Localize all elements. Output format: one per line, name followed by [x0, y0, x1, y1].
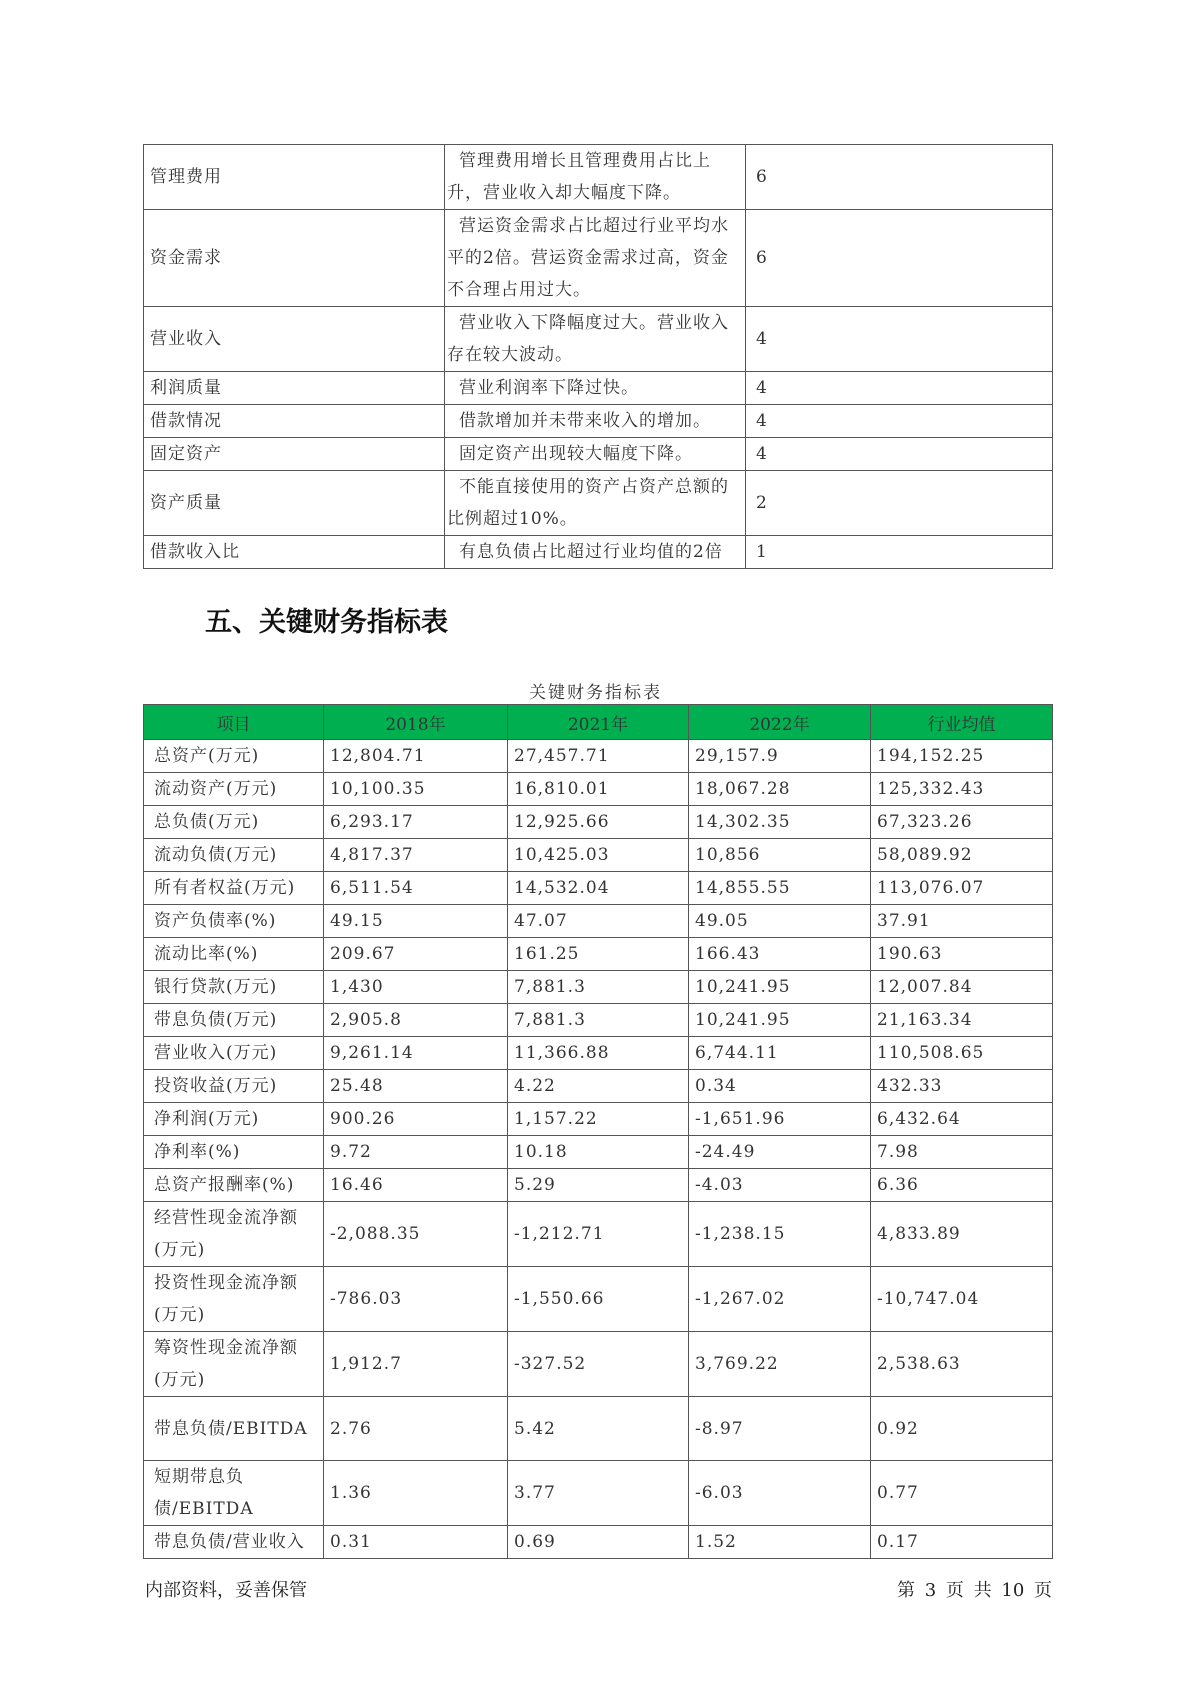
table-row — [144, 839, 1053, 872]
indicator-value: 2,905.8 — [324, 1004, 508, 1037]
indicator-value: 7,881.3 — [508, 971, 689, 1004]
risk-description — [445, 471, 746, 536]
indicator-value: 113,076.07 — [871, 872, 1053, 905]
indicator-value: 1.36 — [324, 1461, 508, 1526]
indicator-value: 2.76 — [324, 1397, 508, 1461]
indicator-value: 4,817.37 — [324, 839, 508, 872]
indicator-name: 银行贷款(万元) — [144, 971, 324, 1004]
indicator-name: 投资性现金流净额(万元) — [144, 1267, 324, 1332]
risk-description-text: 的比例超过10%。 — [447, 477, 729, 529]
risk-description-text: 入存在较大波动。 — [447, 313, 729, 365]
risk-score: 2 — [746, 471, 1053, 536]
indicator-value: 0.17 — [871, 1526, 1053, 1559]
indicator-value: 10.18 — [508, 1136, 689, 1169]
indicator-value: -1,651.96 — [689, 1103, 871, 1136]
table-row — [144, 1332, 1053, 1397]
indicator-value: 14,302.35 — [689, 806, 871, 839]
risk-description — [445, 536, 746, 569]
table-row — [144, 1136, 1053, 1169]
risk-score: 1 — [746, 536, 1053, 569]
risk-description-text: 升，营业收入却大幅度下降。 — [447, 183, 681, 203]
indicator-value: 0.69 — [508, 1526, 689, 1559]
indicator-name: 流动资产(万元) — [144, 773, 324, 806]
risk-item: 资金需求 — [144, 210, 445, 307]
table-row — [144, 1103, 1053, 1136]
indicator-name: 总负债(万元) — [144, 806, 324, 839]
indicator-name: 净利率(%) — [144, 1136, 324, 1169]
risk-description-text: 营业收入下降幅度过大。营业收 — [459, 313, 711, 333]
risk-item: 资产质量 — [144, 471, 445, 536]
risk-item: 固定资产 — [144, 438, 445, 471]
indicator-value: -10,747.04 — [871, 1267, 1053, 1332]
column-header: 2022年 — [689, 705, 871, 740]
risk-description-text: 不能直接使用的资产占资产总额 — [459, 477, 711, 497]
indicator-value: -1,267.02 — [689, 1267, 871, 1332]
indicator-value: 1,912.7 — [324, 1332, 508, 1397]
indicator-value: 5.42 — [508, 1397, 689, 1461]
indicator-name: 短期带息负债/EBITDA — [144, 1461, 324, 1526]
indicator-value: 166.43 — [689, 938, 871, 971]
table-row — [144, 971, 1053, 1004]
risk-description-text: 借款增加并未带来收入的增加。 — [459, 411, 711, 431]
table-row — [144, 1202, 1053, 1267]
risk-description — [445, 145, 746, 210]
indicator-value: 11,366.88 — [508, 1037, 689, 1070]
indicator-name: 流动负债(万元) — [144, 839, 324, 872]
indicator-value: 6,293.17 — [324, 806, 508, 839]
risk-score: 6 — [746, 210, 1053, 307]
table-row — [144, 806, 1053, 839]
indicator-value: 209.67 — [324, 938, 508, 971]
risk-indicator-table — [143, 144, 1053, 569]
indicator-value: -1,238.15 — [689, 1202, 871, 1267]
indicator-value: 18,067.28 — [689, 773, 871, 806]
indicator-value: -786.03 — [324, 1267, 508, 1332]
risk-description-text: 营业利润率下降过快。 — [459, 378, 639, 398]
indicator-value: 16,810.01 — [508, 773, 689, 806]
indicator-value: -4.03 — [689, 1169, 871, 1202]
risk-score: 4 — [746, 307, 1053, 372]
table-row — [144, 145, 1053, 210]
indicator-name: 经营性现金流净额(万元) — [144, 1202, 324, 1267]
table-row — [144, 1397, 1053, 1461]
indicator-name: 带息负债/EBITDA — [144, 1397, 324, 1461]
table-row — [144, 1267, 1053, 1332]
indicator-value: 10,425.03 — [508, 839, 689, 872]
table-row — [144, 536, 1053, 569]
table-caption: 关键财务指标表 — [529, 683, 662, 703]
table-row — [144, 905, 1053, 938]
indicator-value: -6.03 — [689, 1461, 871, 1526]
table-row — [144, 210, 1053, 307]
indicator-value: 3,769.22 — [689, 1332, 871, 1397]
indicator-value: 125,332.43 — [871, 773, 1053, 806]
indicator-value: 194,152.25 — [871, 740, 1053, 773]
indicator-value: 9.72 — [324, 1136, 508, 1169]
indicator-name: 投资收益(万元) — [144, 1070, 324, 1103]
table-row — [144, 438, 1053, 471]
risk-description — [445, 210, 746, 307]
indicator-value: 7.98 — [871, 1136, 1053, 1169]
indicator-value: 14,855.55 — [689, 872, 871, 905]
indicator-value: 49.05 — [689, 905, 871, 938]
table-row — [144, 773, 1053, 806]
table-header-row — [144, 705, 1053, 740]
indicator-value: 0.92 — [871, 1397, 1053, 1461]
indicator-value: 4.22 — [508, 1070, 689, 1103]
footer-confidential-note: 内部资料，妥善保管 — [145, 1580, 307, 1601]
indicator-value: 27,457.71 — [508, 740, 689, 773]
indicator-name: 总资产(万元) — [144, 740, 324, 773]
key-financial-indicators-table — [143, 704, 1053, 1559]
table-row — [144, 1004, 1053, 1037]
indicator-value: 9,261.14 — [324, 1037, 508, 1070]
indicator-value: -8.97 — [689, 1397, 871, 1461]
indicator-value: 0.34 — [689, 1070, 871, 1103]
indicator-value: 29,157.9 — [689, 740, 871, 773]
table-row — [144, 1461, 1053, 1526]
indicator-name: 筹资性现金流净额(万元) — [144, 1332, 324, 1397]
indicator-value: 67,323.26 — [871, 806, 1053, 839]
indicator-value: 49.15 — [324, 905, 508, 938]
indicator-value: -24.49 — [689, 1136, 871, 1169]
indicator-value: 1,157.22 — [508, 1103, 689, 1136]
indicator-value: 900.26 — [324, 1103, 508, 1136]
risk-item: 借款情况 — [144, 405, 445, 438]
table-row — [144, 405, 1053, 438]
indicator-value: 12,925.66 — [508, 806, 689, 839]
indicator-value: 10,100.35 — [324, 773, 508, 806]
footer-page-number: 第 3 页 共 10 页 — [897, 1580, 1052, 1601]
table-row — [144, 471, 1053, 536]
indicator-value: 0.31 — [324, 1526, 508, 1559]
risk-score: 4 — [746, 438, 1053, 471]
indicator-name: 带息负债(万元) — [144, 1004, 324, 1037]
section-heading: 五、关键财务指标表 — [205, 607, 448, 638]
indicator-name: 带息负债/营业收入 — [144, 1526, 324, 1559]
risk-description-text: 有息负债占比超过行业均值的2倍 — [459, 542, 723, 562]
column-header: 2018年 — [324, 705, 508, 740]
table-row — [144, 1037, 1053, 1070]
risk-item: 营业收入 — [144, 307, 445, 372]
indicator-value: 6,511.54 — [324, 872, 508, 905]
risk-item: 借款收入比 — [144, 536, 445, 569]
column-header: 行业均值 — [871, 705, 1053, 740]
indicator-value: 110,508.65 — [871, 1037, 1053, 1070]
indicator-value: 12,007.84 — [871, 971, 1053, 1004]
table-row — [144, 1169, 1053, 1202]
indicator-value: -2,088.35 — [324, 1202, 508, 1267]
indicator-name: 营业收入(万元) — [144, 1037, 324, 1070]
indicator-value: 10,856 — [689, 839, 871, 872]
indicator-value: 14,532.04 — [508, 872, 689, 905]
indicator-value: 6,432.64 — [871, 1103, 1053, 1136]
indicator-value: 47.07 — [508, 905, 689, 938]
indicator-value: 10,241.95 — [689, 971, 871, 1004]
risk-description — [445, 438, 746, 471]
risk-item: 管理费用 — [144, 145, 445, 210]
indicator-value: 1.52 — [689, 1526, 871, 1559]
risk-item: 利润质量 — [144, 372, 445, 405]
table-row — [144, 1526, 1053, 1559]
indicator-value: 2,538.63 — [871, 1332, 1053, 1397]
risk-description — [445, 372, 746, 405]
indicator-name: 流动比率(%) — [144, 938, 324, 971]
table-row — [144, 1070, 1053, 1103]
indicator-value: 16.46 — [324, 1169, 508, 1202]
risk-description-text: 营运资金需求占比超过行业平均 — [459, 216, 711, 236]
indicator-value: 10,241.95 — [689, 1004, 871, 1037]
indicator-value: 1,430 — [324, 971, 508, 1004]
table-row — [144, 307, 1053, 372]
indicator-name: 净利润(万元) — [144, 1103, 324, 1136]
indicator-value: 5.29 — [508, 1169, 689, 1202]
table-row — [144, 938, 1053, 971]
indicator-name: 资产负债率(%) — [144, 905, 324, 938]
column-header: 项目 — [144, 705, 324, 740]
indicator-value: -1,550.66 — [508, 1267, 689, 1332]
risk-score: 6 — [746, 145, 1053, 210]
indicator-value: 58,089.92 — [871, 839, 1053, 872]
indicator-value: 4,833.89 — [871, 1202, 1053, 1267]
indicator-value: 12,804.71 — [324, 740, 508, 773]
indicator-value: -1,212.71 — [508, 1202, 689, 1267]
indicator-value: 0.77 — [871, 1461, 1053, 1526]
indicator-value: -327.52 — [508, 1332, 689, 1397]
indicator-value: 6.36 — [871, 1169, 1053, 1202]
indicator-value: 37.91 — [871, 905, 1053, 938]
indicator-value: 25.48 — [324, 1070, 508, 1103]
indicator-value: 161.25 — [508, 938, 689, 971]
table-row — [144, 372, 1053, 405]
indicator-name: 总资产报酬率(%) — [144, 1169, 324, 1202]
risk-description-text: 水平的2倍。营运资金需求过高，资金不合理占用过大。 — [447, 216, 729, 300]
risk-description — [445, 307, 746, 372]
indicator-value: 432.33 — [871, 1070, 1053, 1103]
column-header: 2021年 — [508, 705, 689, 740]
indicator-value: 21,163.34 — [871, 1004, 1053, 1037]
indicator-value: 190.63 — [871, 938, 1053, 971]
indicator-value: 6,744.11 — [689, 1037, 871, 1070]
risk-description-text: 管理费用增长且管理费用占比上 — [459, 151, 711, 171]
risk-description-text: 固定资产出现较大幅度下降。 — [459, 444, 693, 464]
indicator-name: 所有者权益(万元) — [144, 872, 324, 905]
table-row — [144, 872, 1053, 905]
table-row — [144, 740, 1053, 773]
risk-description — [445, 405, 746, 438]
risk-score: 4 — [746, 372, 1053, 405]
indicator-value: 3.77 — [508, 1461, 689, 1526]
indicator-value: 7,881.3 — [508, 1004, 689, 1037]
risk-score: 4 — [746, 405, 1053, 438]
